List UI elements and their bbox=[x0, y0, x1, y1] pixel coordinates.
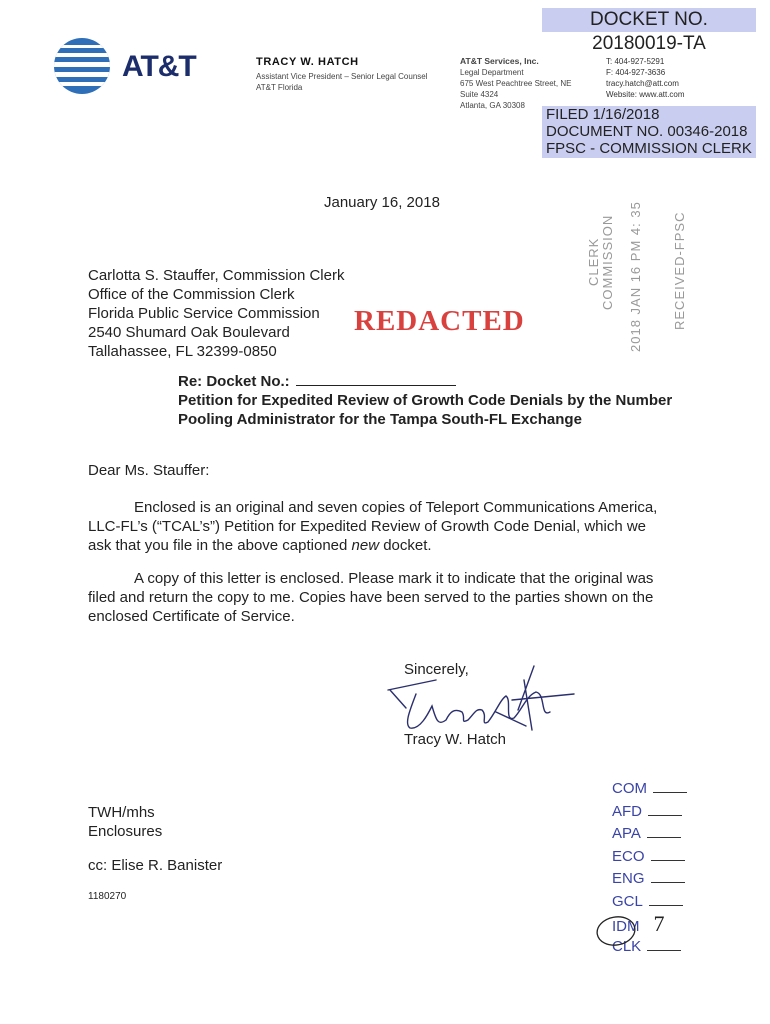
filed-date: FILED 1/16/2018 bbox=[546, 106, 660, 123]
website: Website: www.att.com bbox=[606, 90, 685, 99]
paragraph-2-line2: filed and return the copy to me. Copies have been served to the parties shown on the bbox=[88, 589, 654, 606]
docket-blank bbox=[296, 373, 456, 386]
org-city: Atlanta, GA 30308 bbox=[460, 101, 525, 110]
handwritten-signature bbox=[376, 660, 586, 740]
org-street: 675 West Peachtree Street, NE bbox=[460, 79, 572, 88]
received-stamp-line3: COMMISSION bbox=[600, 214, 615, 310]
handwritten-circle-mark bbox=[592, 905, 682, 955]
paragraph-2-line3: enclosed Certificate of Service. bbox=[88, 608, 295, 625]
paragraph-1 bbox=[88, 498, 668, 555]
dist-code-apa: APA bbox=[612, 823, 687, 846]
recipient-line: Carlotta S. Stauffer, Commission Clerk bbox=[88, 267, 345, 284]
filing-stamp bbox=[542, 106, 756, 158]
sender-title: Assistant Vice President – Senior Legal Counsel bbox=[256, 72, 428, 81]
salutation: Dear Ms. Stauffer: bbox=[88, 462, 210, 479]
received-stamp-line2: 2018 JAN 16 PM 4: 35 bbox=[628, 201, 643, 352]
received-stamp-line4: CLERK bbox=[586, 237, 601, 286]
contact-block bbox=[606, 56, 685, 100]
letter-date: January 16, 2018 bbox=[324, 194, 440, 211]
email: tracy.hatch@att.com bbox=[606, 79, 679, 88]
phone: T: 404-927-5291 bbox=[606, 57, 665, 66]
initials-block bbox=[88, 803, 162, 841]
enclosures-label: Enclosures bbox=[88, 823, 163, 840]
fax: F: 404-927-3636 bbox=[606, 68, 666, 77]
closing: Sincerely, bbox=[404, 661, 469, 678]
recipient-line: Office of the Commission Clerk bbox=[88, 286, 295, 303]
sender-name: TRACY W. HATCH bbox=[256, 56, 359, 68]
clerk-label: FPSC - COMMISSION CLERK bbox=[546, 140, 752, 157]
idm-count: 7 bbox=[653, 911, 665, 936]
re-label: Re: Docket No.: bbox=[178, 373, 290, 390]
signer-name: Tracy W. Hatch bbox=[404, 731, 506, 748]
paragraph-2-line1: A copy of this letter is enclosed. Please mark it to indicate that the original was bbox=[134, 570, 654, 587]
re-subject-line2: Pooling Administrator for the Tampa South-FL Exchange bbox=[178, 411, 582, 428]
recipient-line: Florida Public Service Commission bbox=[88, 305, 320, 322]
recipient-line: 2540 Shumard Oak Boulevard bbox=[88, 324, 290, 341]
org-address-block bbox=[460, 56, 571, 111]
recipient-address bbox=[88, 266, 344, 361]
dist-code-idm: IDM 7 bbox=[612, 911, 665, 936]
re-block bbox=[178, 372, 672, 429]
received-stamp-line1: RECEIVED-FPSC bbox=[672, 211, 687, 330]
att-globe-icon bbox=[52, 36, 112, 96]
sender-org: AT&T Florida bbox=[256, 83, 303, 92]
org-dept: Legal Department bbox=[460, 68, 524, 77]
reference-number: 1180270 bbox=[88, 891, 127, 902]
docket-banner: DOCKET NO. 20180019-TA bbox=[542, 8, 756, 32]
dist-code-clk: CLK bbox=[612, 936, 687, 959]
org-suite: Suite 4324 bbox=[460, 90, 499, 99]
re-subject-line1: Petition for Expedited Review of Growth Code Denials by the Number bbox=[178, 392, 673, 409]
paragraph-1-line2: LLC-FL’s (“TCAL’s”) Petition for Expedited Review of Growth Code Denial, which we bbox=[88, 518, 647, 535]
dist-code-afd: AFD bbox=[612, 801, 687, 824]
dist-code-com: COM bbox=[612, 778, 687, 801]
typist-initials: TWH/mhs bbox=[88, 804, 155, 821]
paragraph-2 bbox=[88, 569, 668, 626]
cc-line: cc: Elise R. Banister bbox=[88, 857, 223, 874]
recipient-line: Tallahassee, FL 32399-0850 bbox=[88, 343, 277, 360]
dist-code-gcl: GCL bbox=[612, 891, 687, 914]
org-name: AT&T Services, Inc. bbox=[460, 56, 539, 66]
document-number: DOCUMENT NO. 00346-2018 bbox=[546, 123, 748, 140]
redacted-stamp: REDACTED bbox=[354, 305, 525, 337]
dist-code-eco: ECO bbox=[612, 846, 687, 869]
dist-code-eng: ENG bbox=[612, 868, 687, 891]
paragraph-1-line3: ask that you file in the above captioned new docket. bbox=[88, 537, 432, 554]
att-logo-text: AT&T bbox=[122, 50, 196, 83]
paragraph-1-line1: Enclosed is an original and seven copies of Teleport Communications America, bbox=[134, 499, 658, 516]
